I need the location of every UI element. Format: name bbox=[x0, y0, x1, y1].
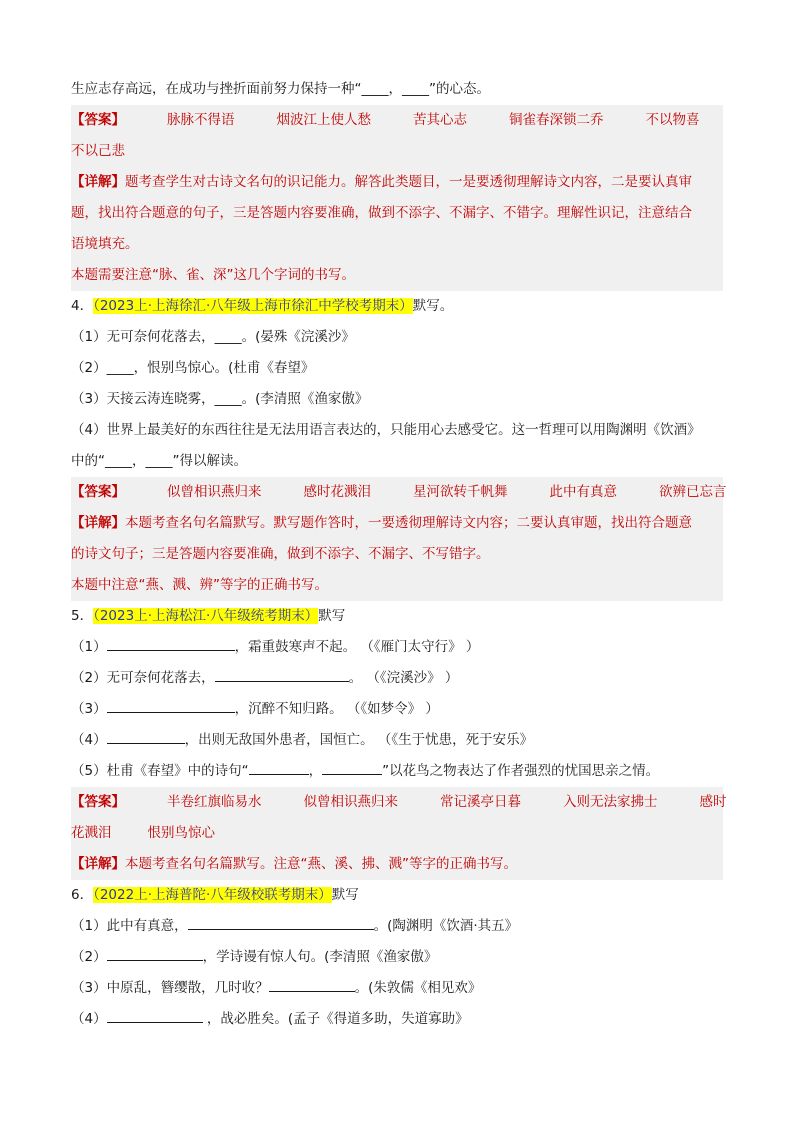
question-item bbox=[71, 632, 723, 663]
question-source: （2023上·上海徐汇·八年级上海市徐汇中学校考期末） bbox=[93, 298, 413, 314]
question-item: （1）无可奈何花落去，____。(晏殊《浣溪沙》 bbox=[71, 329, 355, 345]
item-text: （3） bbox=[71, 701, 107, 717]
answer-item: 常记溪亭日暮 bbox=[440, 794, 521, 810]
question-source: （2023上·上海松江·八年级统考期末） bbox=[93, 608, 319, 624]
question-type: 默写 bbox=[331, 887, 359, 903]
answer-line bbox=[71, 136, 723, 167]
question-type: 默写 bbox=[318, 608, 346, 624]
detail-line bbox=[71, 508, 723, 539]
question-item bbox=[71, 756, 723, 787]
item-text: 。(陶渊明《饮酒·其五》 bbox=[373, 918, 519, 934]
answer-label: 【答案】 bbox=[71, 112, 125, 128]
item-text: ，战必胜矣。(孟子《得道多助，失道寡助》 bbox=[202, 1011, 469, 1027]
item-text: （2） bbox=[71, 949, 107, 965]
question-item bbox=[71, 1004, 723, 1035]
question-number: 4． bbox=[71, 298, 94, 314]
detail-line: 本题中注意“燕、溅、辨”等字的正确书写。 bbox=[71, 577, 328, 593]
question-item bbox=[71, 663, 723, 694]
answer-line bbox=[71, 787, 727, 818]
question-item bbox=[71, 725, 723, 756]
item-text: （3）中原乱，簪缨散，几时收？ bbox=[71, 980, 269, 996]
answer-blank bbox=[269, 977, 355, 992]
answer-box bbox=[71, 787, 727, 880]
question-item: （3）天接云涛连晓雾，____。(李清照《渔家傲》 bbox=[71, 391, 369, 407]
detail-line bbox=[71, 849, 723, 880]
item-text: ，出则无敌国外患者，国恒亡。 （《生于忧患，死于安乐》 bbox=[184, 732, 534, 748]
answer-item: 不以物喜 bbox=[645, 112, 700, 128]
item-text: ，霜重鼓寒声不起。 （《雁门太守行》 ） bbox=[234, 639, 480, 655]
question-header bbox=[71, 601, 723, 632]
answer-blank bbox=[322, 760, 382, 775]
item-text: ”以花鸟之物表达了作者强烈的忧国思亲之情。 bbox=[382, 763, 660, 779]
item-text: ，学诗谩有惊人句。(李清照《渔家傲》 bbox=[202, 949, 438, 965]
question-item bbox=[71, 942, 723, 973]
detail-line bbox=[71, 167, 723, 198]
question-item: （4）世界上最美好的东西往往是无法用语言表达的，只能用心去感受它。这一哲理可以用陶渊明《饮酒》 bbox=[71, 422, 701, 438]
answer-blank bbox=[107, 946, 203, 961]
answer-blank bbox=[188, 915, 374, 930]
item-text: 。(朱敦儒《相见欢》 bbox=[354, 980, 482, 996]
answer-item: 星河欲转千帆舞 bbox=[413, 484, 508, 500]
answer-label: 【答案】 bbox=[71, 794, 125, 810]
item-text: ，沉醉不知归路。 （《如梦令》 ） bbox=[234, 701, 439, 717]
question-item bbox=[71, 694, 723, 725]
question-number: 6． bbox=[71, 887, 94, 903]
detail-line: 本题需要注意“脉、雀、深”这几个字词的书写。 bbox=[71, 267, 355, 283]
document-page bbox=[71, 74, 727, 1035]
item-text: （5）杜甫《春望》中的诗句“ bbox=[71, 763, 249, 779]
item-text: （1） bbox=[71, 639, 107, 655]
answer-item: 此中有真意 bbox=[549, 484, 617, 500]
answer-item: 感时花溅泪 bbox=[303, 484, 371, 500]
answer-box bbox=[71, 105, 723, 291]
answer-item: 似曾相识燕归来 bbox=[303, 794, 398, 810]
item-text: 。 （《浣溪沙》 ） bbox=[348, 670, 459, 686]
detail-text: 本题考查名句名篇默写。默写题作答时，一要透彻理解诗文内容；二要认真审题，找出符合题意 bbox=[125, 515, 692, 531]
answer-blank bbox=[215, 667, 349, 682]
answer-item: 入则无法家拂士 bbox=[563, 794, 658, 810]
answer-line bbox=[71, 818, 723, 849]
question-text: 生应志存高远，在成功与挫折面前努力保持一种“____，____”的心态。 bbox=[71, 81, 490, 97]
answer-item: 脉脉不得语 bbox=[167, 112, 235, 128]
detail-label: 【详解】 bbox=[71, 174, 125, 190]
answer-blank bbox=[107, 729, 185, 744]
question-header bbox=[71, 291, 723, 322]
detail-line: 的诗文句子；三是答题内容要准确，做到不添字、不漏字、不写错字。 bbox=[71, 546, 490, 562]
question-item bbox=[71, 911, 723, 942]
answer-line bbox=[71, 105, 723, 136]
item-text: （4） bbox=[71, 1011, 107, 1027]
question-source: （2022上·上海普陀·八年级校联考期末） bbox=[93, 887, 332, 903]
detail-line: 语境填充。 bbox=[71, 236, 139, 252]
detail-text: 题考查学生对古诗文名句的识记能力。解答此类题目，一是要透彻理解诗文内容，二是要认真审 bbox=[125, 174, 692, 190]
detail-line: 题，找出符合题意的句子，三是答题内容要准确，做到不添字、不漏字、不错字。理解性识记，注意结合 bbox=[71, 205, 692, 221]
answer-item: 烟波江上使人愁 bbox=[276, 112, 371, 128]
detail-label: 【详解】 bbox=[71, 856, 125, 872]
answer-item: 恨别鸟惊心 bbox=[147, 825, 215, 841]
answer-item: 铜雀春深锁二乔 bbox=[509, 112, 604, 128]
question-header bbox=[71, 880, 723, 911]
answer-blank bbox=[107, 1008, 203, 1023]
item-text: （4） bbox=[71, 732, 107, 748]
item-text: （1）此中有真意， bbox=[71, 918, 188, 934]
item-text: （2）无可奈何花落去， bbox=[71, 670, 215, 686]
item-text: ， bbox=[308, 763, 323, 779]
answer-item: 不以己悲 bbox=[71, 143, 125, 159]
answer-item: 半卷红旗临易水 bbox=[167, 794, 262, 810]
answer-label: 【答案】 bbox=[71, 484, 125, 500]
answer-item: 苦其心志 bbox=[413, 112, 467, 128]
question-number: 5． bbox=[71, 608, 94, 624]
question-item bbox=[71, 973, 723, 1004]
question-item: （2）____，恨别鸟惊心。(杜甫《春望》 bbox=[71, 360, 315, 376]
detail-text: 本题考查名句名篇默写。注意“燕、溪、拂、溅”等字的正确书写。 bbox=[125, 856, 517, 872]
question-type: 默写。 bbox=[412, 298, 454, 314]
answer-item: 花溅泪 bbox=[71, 825, 112, 841]
question-item: 中的“____，____”得以解读。 bbox=[71, 453, 247, 469]
answer-item: 感时 bbox=[699, 794, 727, 810]
answer-item: 欲辨已忘言 bbox=[659, 484, 727, 500]
answer-box bbox=[71, 477, 727, 601]
answer-blank bbox=[107, 636, 235, 651]
answer-line bbox=[71, 477, 727, 508]
answer-item: 似曾相识燕归来 bbox=[167, 484, 262, 500]
answer-blank bbox=[107, 698, 235, 713]
detail-label: 【详解】 bbox=[71, 515, 125, 531]
answer-blank bbox=[249, 760, 309, 775]
